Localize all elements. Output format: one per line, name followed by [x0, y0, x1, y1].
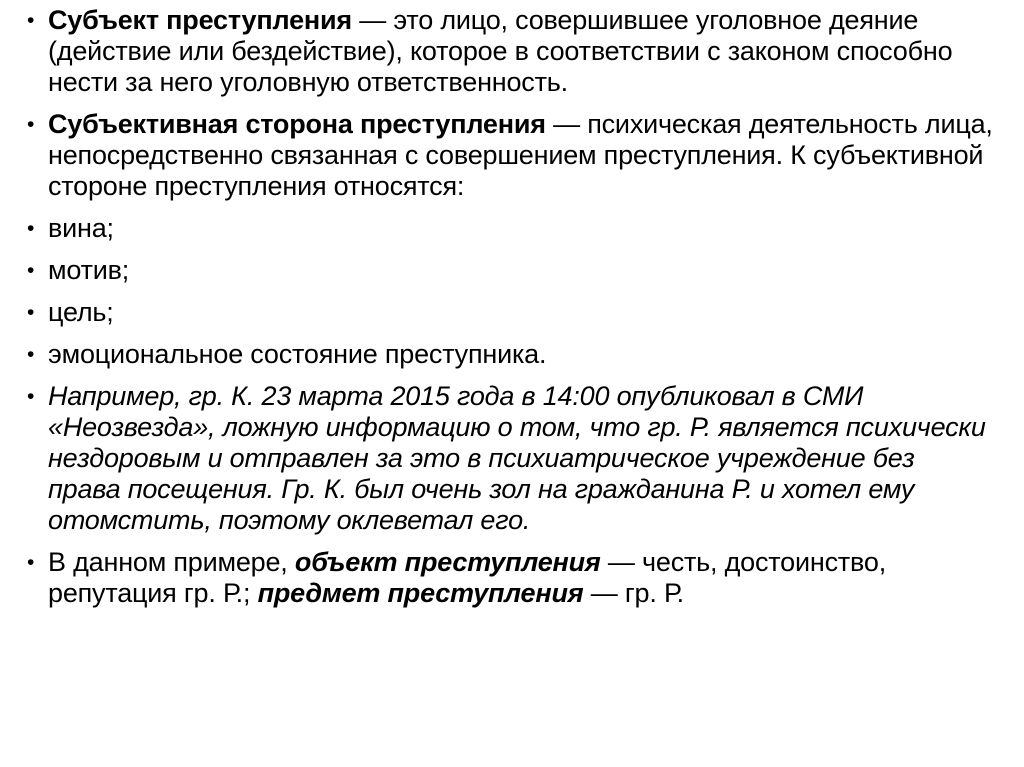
text-run: предмет преступления — [257, 578, 584, 608]
text-run: Субъект преступления — [48, 5, 352, 35]
bullet-item — [27, 381, 994, 536]
text-run: — психическая деятельность лица, непосредственно связанная с совершением преступления. К субъективной стороне преступления относятся: — [48, 109, 993, 201]
text-run: мотив; — [48, 255, 130, 285]
bullet-item — [27, 109, 994, 202]
bullet-item — [27, 255, 994, 286]
text-run: цель; — [48, 297, 114, 327]
bullet-item — [27, 213, 994, 244]
text-run: Субъективная сторона преступления — [48, 109, 546, 139]
bullet-item — [27, 297, 994, 328]
text-run: — гр. Р. — [583, 578, 684, 608]
text-run: В данном примере, — [48, 547, 295, 577]
text-run: объект преступления — [294, 547, 601, 577]
text-run: — это лицо, совершившее уголовное деяние (действие или бездействие), которое в соответствии с законом способно нести за него уголовную ответственность. — [48, 5, 953, 97]
bullet-item — [27, 339, 994, 370]
bullet-item — [27, 5, 994, 98]
text-run: эмоциональное состояние преступника. — [48, 339, 547, 369]
text-run: Например, гр. К. 23 марта 2015 года в 14:00 опубликовал в СМИ «Неозвезда», ложную информацию о том, что гр. Р. является психически нездоровым и отправлен за это в психиатрическое учреждение без права посещения. Гр. К. был очень зол на гражданина Р. и хотел ему отомстить, поэтому оклеветал его. — [48, 381, 986, 535]
bullet-item — [27, 547, 994, 609]
text-run: — честь, достоинство, репутация гр. Р.; — [48, 547, 886, 608]
text-run: вина; — [48, 213, 114, 243]
